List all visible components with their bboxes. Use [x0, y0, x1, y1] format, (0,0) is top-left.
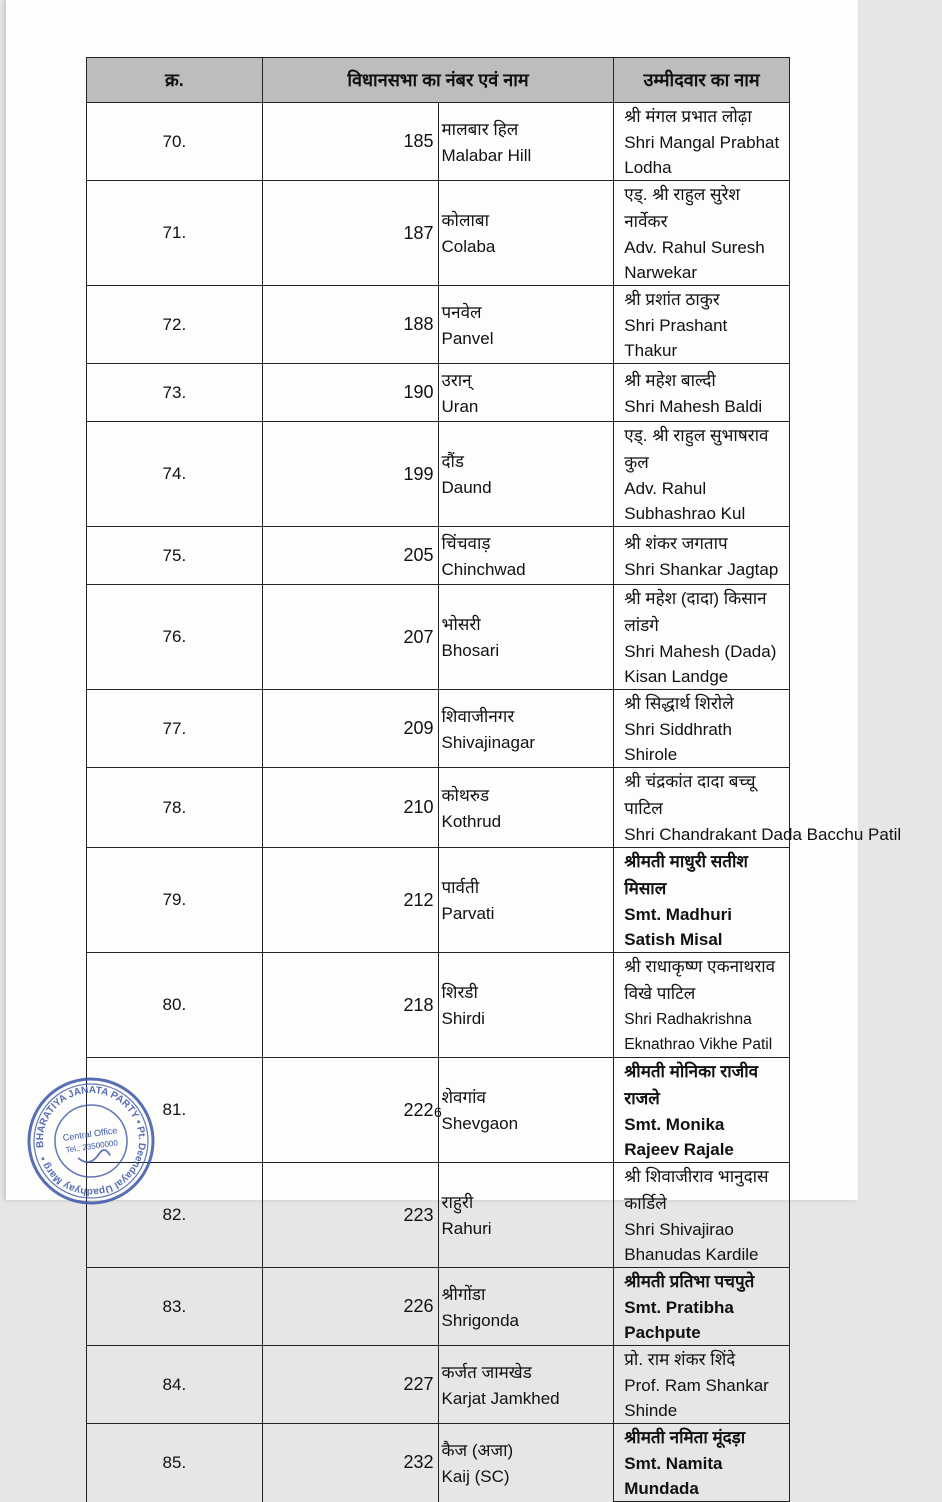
constituency-name-hindi: राहुरी [441, 1193, 474, 1212]
candidate-cell [614, 286, 790, 364]
constituency-name-english: Panvel [441, 328, 494, 348]
candidate-name-english: Shri Chandrakant Dada Bacchu Patil [624, 825, 902, 844]
candidate-name-english: Shri Mahesh Baldi [624, 396, 763, 416]
candidate-cell [614, 1163, 790, 1268]
constituency-name-english: Shevgaon [441, 1114, 519, 1133]
candidate-name-hindi: एड्. श्री राहुल सुरेश नार्वेकर [624, 185, 740, 231]
seal-center-line1: Central Office [62, 1125, 118, 1143]
constituency-number: 218 [262, 953, 438, 1058]
constituency-name-hindi: पार्वती [441, 878, 480, 897]
constituency-number: 209 [262, 690, 438, 768]
document-page [6, 0, 902, 1498]
constituency-number: 222 [262, 1058, 438, 1163]
constituency-number: 205 [262, 527, 438, 585]
constituency-name-english: Parvati [441, 904, 495, 923]
constituency-name-hindi: मालबार हिल [441, 119, 519, 139]
candidate-cell [614, 1424, 790, 1502]
table-row [87, 1268, 790, 1346]
candidate-name-hindi: श्रीमती नमिता मूंदड़ा [624, 1428, 746, 1447]
candidate-name-hindi: एड्. श्री राहुल सुभाषराव कुल [624, 426, 769, 472]
table-row [87, 181, 790, 286]
constituency-name-hindi: शेवगांव [441, 1088, 486, 1107]
candidate-name-english: Shri Radhakrishna Eknathrao Vikhe Patil [624, 1011, 773, 1053]
candidate-name-hindi: श्री महेश बाल्दी [624, 370, 716, 390]
page-number: 6 [434, 1104, 442, 1120]
constituency-number: 190 [262, 364, 438, 422]
candidate-cell [614, 422, 790, 527]
constituency-cell [438, 1058, 614, 1163]
constituency-cell [438, 585, 614, 690]
serial-cell: 80. [87, 953, 263, 1058]
serial-cell: 82. [87, 1163, 263, 1268]
serial-cell: 85. [87, 1424, 263, 1502]
serial-cell: 81. [87, 1058, 263, 1163]
table-row [87, 768, 790, 848]
candidate-name-english: Shri Prashant Thakur [624, 316, 728, 360]
constituency-number: 210 [262, 768, 438, 848]
constituency-name-hindi: उरान् [441, 370, 472, 390]
constituency-number: 227 [262, 1346, 438, 1424]
candidate-name-english: Prof. Ram Shankar Shinde [624, 1376, 769, 1420]
constituency-number: 207 [262, 585, 438, 690]
constituency-name-english: Kaij (SC) [441, 1466, 510, 1486]
candidate-name-english: Shri Shivajirao Bhanudas Kardile [624, 1220, 759, 1264]
candidate-cell [614, 1346, 790, 1424]
constituency-number: 187 [262, 181, 438, 286]
serial-cell: 70. [87, 103, 263, 181]
constituency-cell [438, 1424, 614, 1502]
party-seal-stamp [15, 1065, 166, 1216]
candidate-cell [614, 585, 790, 690]
candidate-name-english: Adv. Rahul Subhashrao Kul [624, 479, 746, 523]
candidate-table [86, 57, 902, 1502]
constituency-name-hindi: कोलाबा [441, 211, 489, 230]
candidate-name-hindi: श्री सिद्धार्थ शिरोले [624, 694, 734, 713]
candidate-name-english: Smt. Monika Rajeev Rajale [624, 1115, 734, 1159]
candidate-name-hindi: श्री राधाकृष्ण एकनाथराव विखे पाटिल [624, 957, 776, 1003]
constituency-name-hindi: कैज (अजा) [441, 1440, 514, 1460]
constituency-number: 188 [262, 286, 438, 364]
constituency-number: 223 [262, 1163, 438, 1268]
constituency-cell [438, 364, 614, 422]
constituency-name-english: Bhosari [441, 641, 500, 660]
constituency-cell [438, 103, 614, 181]
constituency-number: 212 [262, 848, 438, 953]
constituency-name-hindi: शिवाजीनगर [441, 706, 515, 726]
constituency-number: 199 [262, 422, 438, 527]
constituency-name-hindi: कर्जत जामखेड [441, 1362, 532, 1382]
constituency-name-english: Shirdi [441, 1009, 485, 1028]
serial-cell: 79. [87, 848, 263, 953]
header-candidate: उम्मीदवार का नाम [614, 58, 790, 103]
serial-cell: 75. [87, 527, 263, 585]
serial-cell: 72. [87, 286, 263, 364]
constituency-cell [438, 1268, 614, 1346]
table-row [87, 690, 790, 768]
candidate-cell [614, 690, 790, 768]
constituency-cell [438, 1346, 614, 1424]
candidate-name-hindi: श्री चंद्रकांत दादा बच्चू पाटिल [624, 772, 756, 818]
candidate-name-english: Adv. Rahul Suresh Narwekar [624, 238, 765, 282]
constituency-name-hindi: भोसरी [441, 615, 481, 634]
candidate-name-english: Shri Mangal Prabhat Lodha [624, 133, 780, 177]
seal-center-line2: Tel.: 23500000 [65, 1138, 119, 1155]
constituency-name-english: Shivajinagar [441, 732, 536, 752]
constituency-name-hindi: पनवेल [441, 302, 482, 322]
table-row [87, 953, 790, 1058]
serial-cell: 84. [87, 1346, 263, 1424]
constituency-cell [438, 690, 614, 768]
constituency-cell [438, 527, 614, 585]
table-row [87, 527, 790, 585]
seal-ring-text: BHARATIYA JANATA PARTY • Pt. Deendayal Upadhyay Marg • [34, 1084, 148, 1198]
table-header-row [87, 58, 790, 103]
constituency-name-english: Rahuri [441, 1219, 492, 1238]
constituency-cell [438, 286, 614, 364]
candidate-name-hindi: श्रीमती मोनिका राजीव राजले [624, 1062, 759, 1108]
serial-cell: 77. [87, 690, 263, 768]
candidate-name-hindi: श्री मंगल प्रभात लोढ़ा [624, 107, 752, 126]
constituency-name-hindi: चिंचवाड़ [441, 533, 491, 553]
table-row [87, 1424, 790, 1502]
table-row [87, 103, 790, 181]
candidate-name-english: Shri Shankar Jagtap [624, 559, 779, 579]
table-row [87, 364, 790, 422]
constituency-cell [438, 1163, 614, 1268]
candidate-cell [614, 848, 790, 953]
constituency-name-english: Uran [441, 396, 479, 416]
constituency-name-hindi: कोथरुड [441, 785, 490, 805]
candidate-name-hindi: श्री प्रशांत ठाकुर [624, 290, 720, 309]
constituency-name-english: Daund [441, 478, 492, 497]
serial-cell: 73. [87, 364, 263, 422]
candidate-name-english: Shri Siddhrath Shirole [624, 720, 732, 764]
candidate-name-hindi: श्री महेश (दादा) किसान लांडगे [624, 589, 767, 635]
header-constituency: विधानसभा का नंबर एवं नाम [262, 58, 614, 103]
constituency-cell [438, 768, 614, 848]
candidate-cell [614, 103, 790, 181]
constituency-name-english: Chinchwad [441, 559, 526, 579]
constituency-name-hindi: श्रीगोंडा [441, 1284, 486, 1304]
candidate-name-english: Smt. Namita Mundada [624, 1454, 723, 1498]
candidate-cell [614, 768, 902, 848]
constituency-name-hindi: दौंड [441, 452, 465, 471]
constituency-number: 185 [262, 103, 438, 181]
constituency-number: 226 [262, 1268, 438, 1346]
candidate-cell [614, 527, 790, 585]
constituency-cell [438, 422, 614, 527]
serial-cell: 83. [87, 1268, 263, 1346]
candidate-name-hindi: श्री शंकर जगताप [624, 533, 728, 553]
serial-cell: 76. [87, 585, 263, 690]
constituency-name-hindi: शिरडी [441, 983, 478, 1002]
candidate-cell [614, 953, 790, 1058]
table-row [87, 1346, 790, 1424]
constituency-cell [438, 848, 614, 953]
candidate-name-hindi: श्री शिवाजीराव भानुदास कार्डिले [624, 1167, 769, 1213]
table-row [87, 286, 790, 364]
table-row [87, 1163, 790, 1268]
table-row [87, 848, 790, 953]
candidate-name-english: Shri Mahesh (Dada) Kisan Landge [624, 642, 777, 686]
candidate-name-hindi: श्रीमती प्रतिभा पचपुते [624, 1272, 755, 1291]
candidate-cell [614, 181, 790, 286]
constituency-cell [438, 953, 614, 1058]
constituency-cell [438, 181, 614, 286]
serial-cell: 74. [87, 422, 263, 527]
candidate-cell [614, 1268, 790, 1346]
table-row [87, 422, 790, 527]
candidate-name-english: Smt. Madhuri Satish Misal [624, 905, 732, 949]
constituency-name-english: Kothrud [441, 811, 502, 831]
candidate-name-english: Smt. Pratibha Pachpute [624, 1298, 734, 1342]
table-row [87, 585, 790, 690]
serial-cell: 78. [87, 768, 263, 848]
constituency-name-english: Malabar Hill [441, 145, 532, 165]
constituency-number: 232 [262, 1424, 438, 1502]
constituency-name-english: Karjat Jamkhed [441, 1388, 560, 1408]
header-serial: क्र. [87, 58, 263, 103]
constituency-name-english: Shrigonda [441, 1310, 520, 1330]
candidate-cell [614, 1058, 790, 1163]
constituency-name-english: Colaba [441, 237, 496, 256]
candidate-name-hindi: प्रो. राम शंकर शिंदे [624, 1350, 736, 1369]
candidate-name-hindi: श्रीमती माधुरी सतीश मिसाल [624, 852, 748, 898]
serial-cell: 71. [87, 181, 263, 286]
candidate-cell [614, 364, 790, 422]
